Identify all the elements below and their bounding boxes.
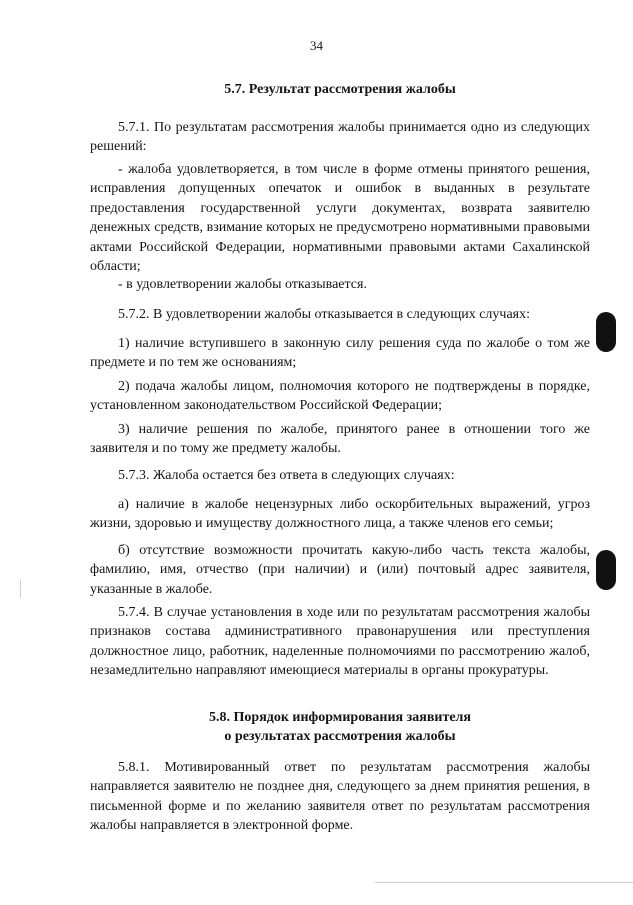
paragraph-reject-option: - в удовлетворении жалобы отказывается. (118, 277, 367, 292)
paragraph-5-7-1: 5.7.1. По результатам рассмотрения жалобы принимается одно из следующих решений: (90, 120, 590, 155)
binding-hole-mark-lower (596, 550, 616, 590)
binding-hole-mark-upper (596, 312, 616, 352)
paragraph-5-8-1: 5.8.1. Мотивированный ответ по результатам рассмотрения жалобы направляется заявителю не позднее дня, следующего за днем принятия решения, в письменной форме и по желанию заявителя ответ по результатам рассмотрения жалобы направляется в электронной форме. (90, 760, 590, 834)
paragraph-refusal-3: 3) наличие решения по жалобе, принятого ранее в отношении того же заявителя и по тому же предмету жалобы. (90, 422, 590, 457)
paragraph-5-7-2: 5.7.2. В удовлетворении жалобы отказывается в следующих случаях: (118, 307, 531, 322)
paragraph-no-answer-b: б) отсутствие возможности прочитать какую-либо часть текста жалобы, фамилию, имя, отчество (при наличии) и (или) почтовый адрес заявителя, указанные в жалобе. (90, 543, 590, 597)
paragraph-refusal-2: 2) подача жалобы лицом, полномочия которого не подтверждены в порядке, установленном законодательством Российской Федерации; (90, 379, 590, 414)
paragraph-refusal-1: 1) наличие вступившего в законную силу решения суда по жалобе о том же предмете и по тем же основаниям; (90, 336, 590, 371)
page-number: 34 (310, 38, 323, 53)
paragraph-no-answer-a: а) наличие в жалобе нецензурных либо оскорбительных выражений, угроз жизни, здоровью и имуществу должностного лица, а также членов его семьи; (90, 497, 590, 532)
scan-artifact-mark (20, 580, 21, 598)
section-5-8-title-line-2: о результатах рассмотрения жалобы (224, 729, 456, 744)
scan-artifact-line (375, 882, 633, 883)
section-5-8-title-line-1: 5.8. Порядок информирования заявителя (209, 710, 471, 725)
paragraph-approve-option: - жалоба удовлетворяется, в том числе в форме отмены принятого решения, исправления допущенных опечаток и ошибок в выданных в результате предоставления государственной услуги документах, возврата заявителю денежных средств, взимание которых не предусмотрено нормативными правовыми актами Российской Федерации, нормативными правовыми актами Сахалинской области; (90, 162, 590, 275)
paragraph-5-7-4: 5.7.4. В случае установления в ходе или по результатам рассмотрения жалобы признаков состава административного правонарушения или преступления должностное лицо, работник, наделенные полномочиями по рассмотрению жалоб, незамедлительно направляют имеющиеся материалы в органы прокуратуры. (90, 605, 590, 679)
section-5-7-title: 5.7. Результат рассмотрения жалобы (224, 82, 456, 97)
paragraph-5-7-3: 5.7.3. Жалоба остается без ответа в следующих случаях: (118, 468, 455, 483)
